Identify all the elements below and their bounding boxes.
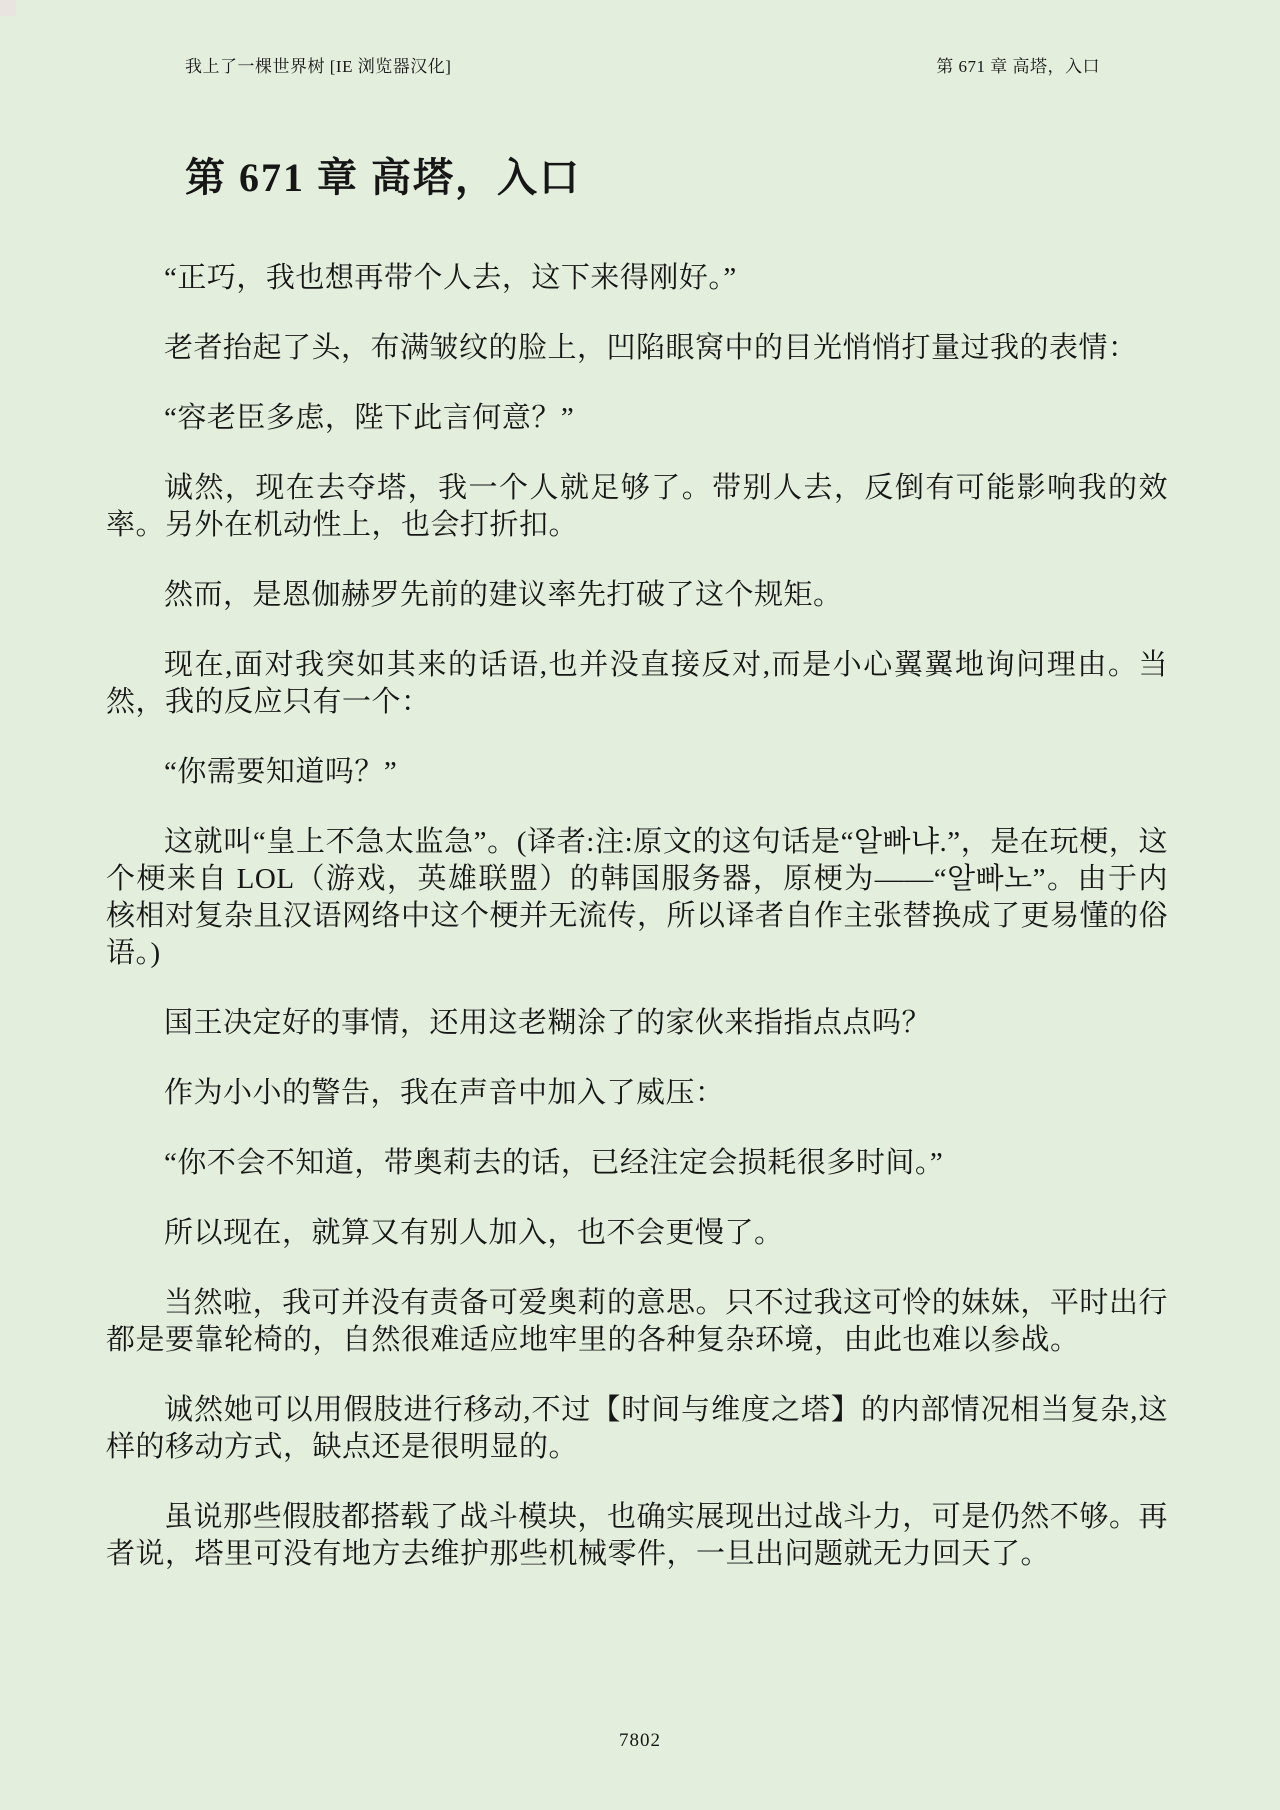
header-chapter-label: 第 671 章 高塔，入口 <box>936 57 1100 76</box>
paragraph: 老者抬起了头，布满皱纹的脸上，凹陷眼窝中的目光悄悄打量过我的表情： <box>164 332 1138 364</box>
paragraph: 当然啦，我可并没有责备可爱奥莉的意思。只不过我这可怜的妹妹，平时出行都是要靠轮椅的，自然很难适应地牢里的各种复杂环境，由此也难以参战。 <box>106 1287 1168 1356</box>
paragraph: 作为小小的警告，我在声音中加入了威压： <box>164 1077 725 1109</box>
corner-smudge <box>0 0 16 16</box>
page-number: 7802 <box>619 1730 661 1751</box>
paragraph: 诚然，现在去夺塔，我一个人就足够了。带别人去，反倒有可能影响我的效率。另外在机动性上，也会打折扣。 <box>106 472 1168 541</box>
paragraph: “你不会不知道，带奥莉去的话，已经注定会损耗很多时间。” <box>164 1147 944 1179</box>
paragraph: 国王决定好的事情，还用这老糊涂了的家伙来指指点点吗？ <box>164 1007 932 1039</box>
header-book-title: 我上了一棵世界树 [IE 浏览器汉化] <box>185 57 452 76</box>
paragraph: 诚然她可以用假肢进行移动,不过【时间与维度之塔】的内部情况相当复杂,这样的移动方式，缺点还是很明显的。 <box>106 1394 1168 1463</box>
paragraph: 虽说那些假肢都搭载了战斗模块，也确实展现出过战斗力，可是仍然不够。再者说，塔里可没有地方去维护那些机械零件，一旦出问题就无力回天了。 <box>106 1501 1168 1570</box>
chapter-body <box>106 260 1168 1606</box>
paragraph: 然而，是恩伽赫罗先前的建议率先打破了这个规矩。 <box>164 579 843 611</box>
paragraph: “正巧，我也想再带个人去，这下来得刚好。” <box>164 262 737 294</box>
paragraph: “你需要知道吗？” <box>164 756 398 788</box>
paragraph-translator-note: 这就叫“皇上不急太监急”。(译者:注:原文的这句话是“알빠냐.”，是在玩梗，这个梗来自 LOL（游戏，英雄联盟）的韩国服务器，原梗为——“알빠노”。由于内核相对复杂且汉语网络中这个梗并无流传，所以译者自作主张替换成了更易懂的俗语。) <box>106 826 1169 969</box>
paragraph: 所以现在，就算又有别人加入，也不会更慢了。 <box>164 1217 784 1249</box>
paragraph: “容老臣多虑，陛下此言何意？” <box>164 402 575 434</box>
page-header <box>185 52 1100 77</box>
chapter-title: 第 671 章 高塔，入口 <box>185 155 581 200</box>
paragraph: 现在,面对我突如其来的话语,也并没直接反对,而是小心翼翼地询问理由。当然，我的反应只有一个： <box>106 649 1168 718</box>
